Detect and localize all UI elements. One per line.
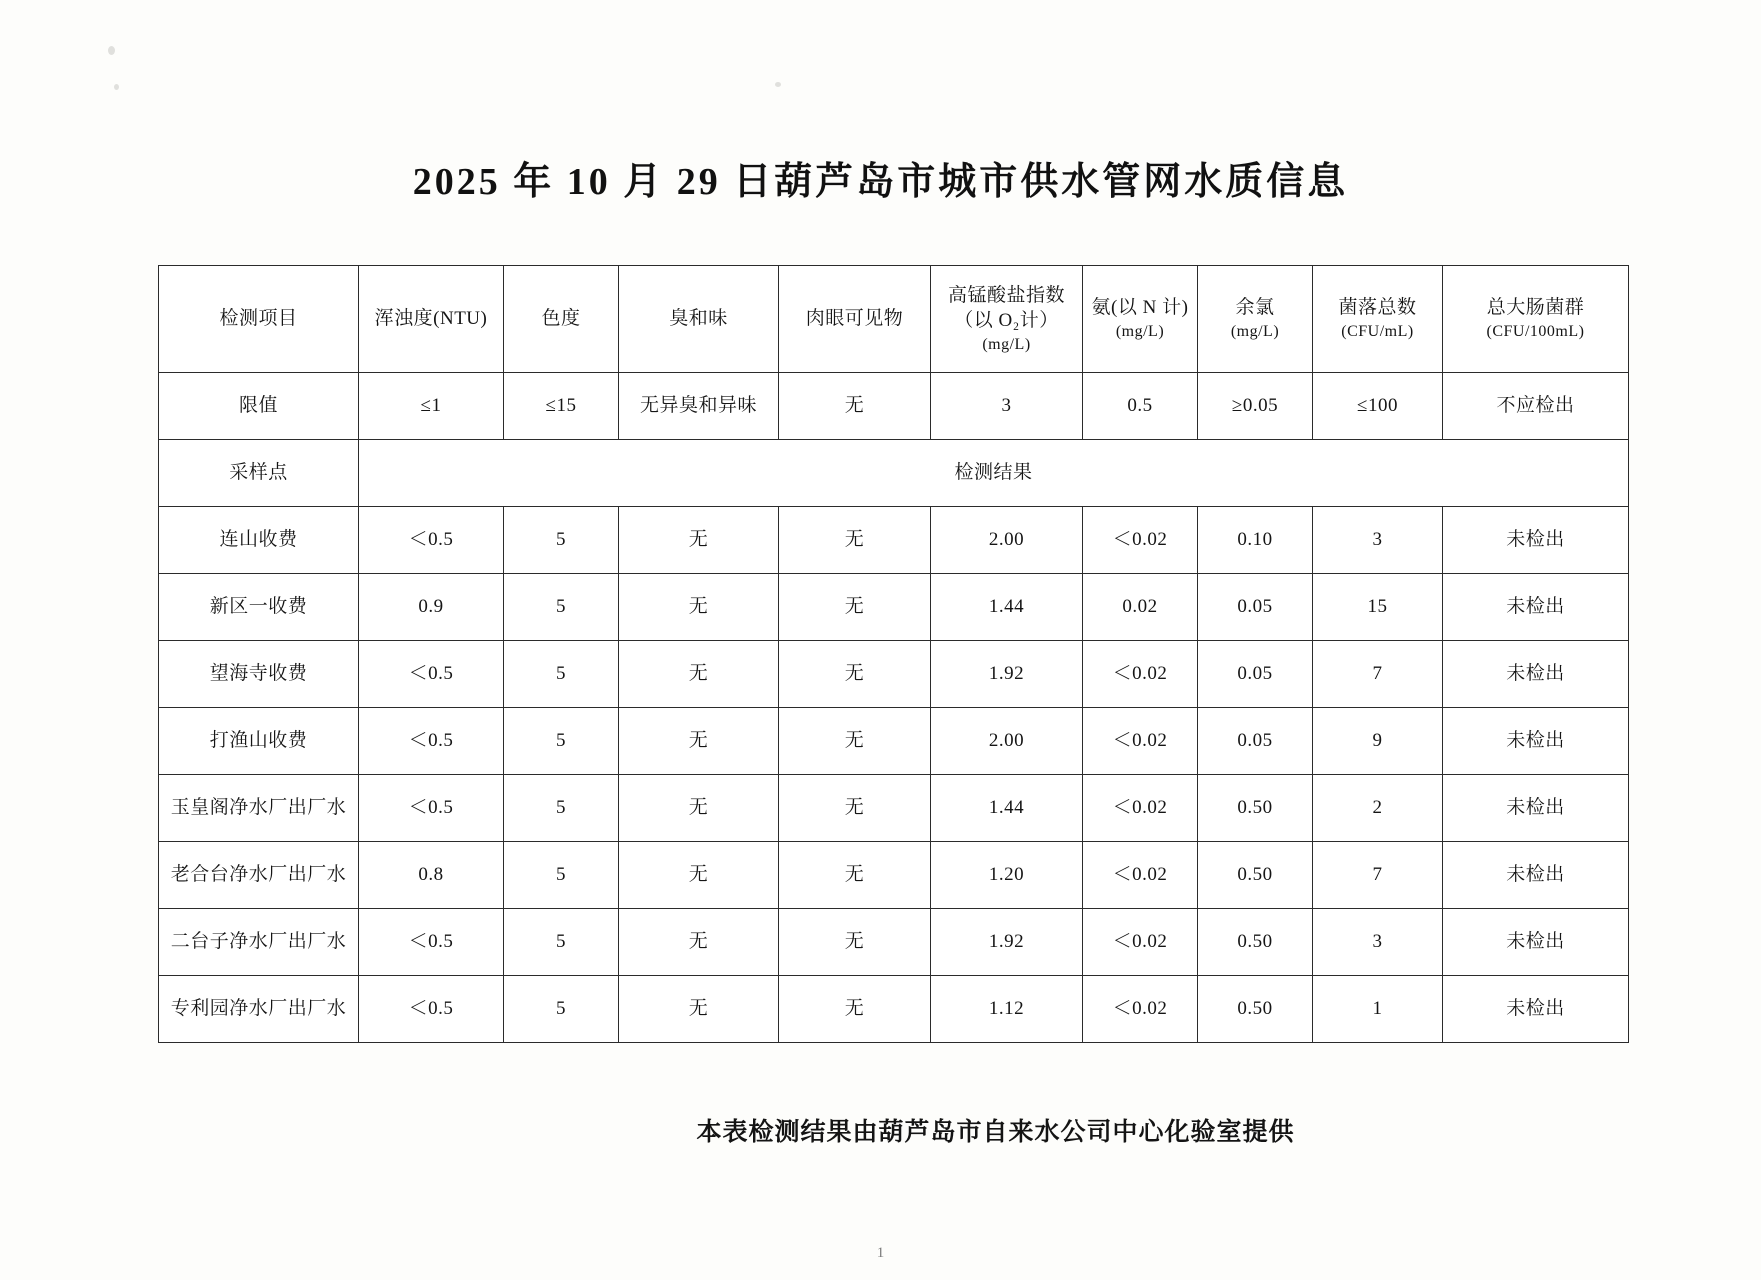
row-odor: 无 — [619, 842, 779, 909]
row-point: 连山收费 — [159, 507, 359, 574]
row-colony-count: 2 — [1313, 775, 1443, 842]
row-point: 玉皇阁净水厂出厂水 — [159, 775, 359, 842]
row-residual-chlorine: 0.05 — [1198, 708, 1313, 775]
header-total-coliform-line2: (CFU/100mL) — [1486, 323, 1585, 341]
header-odor: 臭和味 — [619, 266, 779, 373]
water-quality-table-wrapper — [158, 265, 1628, 1043]
row-turbidity: ＜0.5 — [359, 909, 504, 976]
row-turbidity: ＜0.5 — [359, 507, 504, 574]
row-total-coliform: 未检出 — [1443, 909, 1629, 976]
row-chroma: 5 — [504, 641, 619, 708]
limit-visible-matter: 无 — [779, 373, 931, 440]
row-total-coliform: 未检出 — [1443, 842, 1629, 909]
row-permanganate: 1.92 — [931, 909, 1083, 976]
row-visible-matter: 无 — [779, 976, 931, 1043]
row-visible-matter: 无 — [779, 775, 931, 842]
row-colony-count: 3 — [1313, 909, 1443, 976]
header-colony-count-line1: 菌落总数 — [1338, 297, 1417, 319]
header-total-coliform-line1: 总大肠菌群 — [1486, 297, 1585, 319]
row-point: 打渔山收费 — [159, 708, 359, 775]
table-row — [159, 775, 1629, 842]
header-colony-count — [1313, 266, 1443, 373]
row-ammonia: ＜0.02 — [1083, 842, 1198, 909]
row-colony-count: 7 — [1313, 641, 1443, 708]
header-ammonia-line2: (mg/L) — [1115, 323, 1165, 341]
limit-ammonia: 0.5 — [1083, 373, 1198, 440]
row-odor: 无 — [619, 976, 779, 1043]
row-chroma: 5 — [504, 775, 619, 842]
row-chroma: 5 — [504, 507, 619, 574]
row-ammonia: ＜0.02 — [1083, 641, 1198, 708]
limit-label: 限值 — [159, 373, 359, 440]
scan-speck — [114, 84, 119, 90]
row-permanganate: 1.12 — [931, 976, 1083, 1043]
row-visible-matter: 无 — [779, 574, 931, 641]
limit-odor: 无异臭和异味 — [619, 373, 779, 440]
header-residual-chlorine-line1: 余氯 — [1235, 297, 1275, 319]
table-row — [159, 507, 1629, 574]
row-turbidity: ＜0.5 — [359, 641, 504, 708]
table-row — [159, 574, 1629, 641]
header-ammonia — [1083, 266, 1198, 373]
row-point: 新区一收费 — [159, 574, 359, 641]
row-residual-chlorine: 0.50 — [1198, 909, 1313, 976]
table-row — [159, 909, 1629, 976]
row-odor: 无 — [619, 909, 779, 976]
row-visible-matter: 无 — [779, 641, 931, 708]
row-total-coliform: 未检出 — [1443, 641, 1629, 708]
row-odor: 无 — [619, 708, 779, 775]
header-turbidity: 浑浊度(NTU) — [359, 266, 504, 373]
row-colony-count: 1 — [1313, 976, 1443, 1043]
row-ammonia: ＜0.02 — [1083, 976, 1198, 1043]
header-colony-count-line2: (CFU/mL) — [1341, 323, 1414, 341]
row-odor: 无 — [619, 507, 779, 574]
row-odor: 无 — [619, 574, 779, 641]
row-permanganate: 1.44 — [931, 574, 1083, 641]
row-colony-count: 7 — [1313, 842, 1443, 909]
row-colony-count: 3 — [1313, 507, 1443, 574]
header-permanganate-line3: (mg/L) — [982, 335, 1031, 353]
row-point: 二台子净水厂出厂水 — [159, 909, 359, 976]
page-title: 2025 年 10 月 29 日葫芦岛市城市供水管网水质信息 — [412, 161, 1349, 203]
row-visible-matter: 无 — [779, 708, 931, 775]
row-ammonia: ＜0.02 — [1083, 507, 1198, 574]
header-permanganate-line2: （以 O₂计） — [954, 310, 1059, 332]
row-residual-chlorine: 0.05 — [1198, 574, 1313, 641]
row-point: 专利园净水厂出厂水 — [159, 976, 359, 1043]
row-turbidity: 0.9 — [359, 574, 504, 641]
row-point: 望海寺收费 — [159, 641, 359, 708]
row-chroma: 5 — [504, 909, 619, 976]
row-permanganate: 1.44 — [931, 775, 1083, 842]
header-chroma: 色度 — [504, 266, 619, 373]
row-visible-matter: 无 — [779, 909, 931, 976]
row-chroma: 5 — [504, 842, 619, 909]
row-ammonia: ＜0.02 — [1083, 909, 1198, 976]
limit-chroma: ≤15 — [504, 373, 619, 440]
row-turbidity: 0.8 — [359, 842, 504, 909]
table-header-row — [159, 266, 1629, 373]
water-quality-table — [158, 265, 1629, 1043]
footer-note: 本表检测结果由葫芦岛市自来水公司中心化验室提供 — [696, 1119, 1295, 1146]
row-permanganate: 2.00 — [931, 708, 1083, 775]
page-number: 1 — [876, 1245, 885, 1261]
header-residual-chlorine — [1198, 266, 1313, 373]
row-residual-chlorine: 0.10 — [1198, 507, 1313, 574]
row-colony-count: 9 — [1313, 708, 1443, 775]
limit-turbidity: ≤1 — [359, 373, 504, 440]
limit-permanganate: 3 — [931, 373, 1083, 440]
header-item: 检测项目 — [159, 266, 359, 373]
limit-total-coliform: 不应检出 — [1443, 373, 1629, 440]
row-total-coliform: 未检出 — [1443, 976, 1629, 1043]
header-total-coliform — [1443, 266, 1629, 373]
header-residual-chlorine-line2: (mg/L) — [1230, 323, 1280, 341]
row-turbidity: ＜0.5 — [359, 775, 504, 842]
row-ammonia: 0.02 — [1083, 574, 1198, 641]
row-turbidity: ＜0.5 — [359, 708, 504, 775]
scan-speck — [775, 82, 781, 87]
row-total-coliform: 未检出 — [1443, 507, 1629, 574]
row-residual-chlorine: 0.50 — [1198, 976, 1313, 1043]
header-ammonia-line1: 氨(以 N 计) — [1091, 297, 1189, 319]
row-permanganate: 1.20 — [931, 842, 1083, 909]
sample-point-label: 采样点 — [159, 440, 359, 507]
row-residual-chlorine: 0.50 — [1198, 775, 1313, 842]
header-permanganate-line1: 高锰酸盐指数 — [947, 284, 1065, 306]
table-row — [159, 641, 1629, 708]
row-total-coliform: 未检出 — [1443, 574, 1629, 641]
row-permanganate: 1.92 — [931, 641, 1083, 708]
row-residual-chlorine: 0.50 — [1198, 842, 1313, 909]
table-row — [159, 842, 1629, 909]
row-ammonia: ＜0.02 — [1083, 708, 1198, 775]
row-point: 老合台净水厂出厂水 — [159, 842, 359, 909]
limit-colony-count: ≤100 — [1313, 373, 1443, 440]
row-turbidity: ＜0.5 — [359, 976, 504, 1043]
header-permanganate — [931, 266, 1083, 373]
row-odor: 无 — [619, 775, 779, 842]
row-chroma: 5 — [504, 708, 619, 775]
row-chroma: 5 — [504, 574, 619, 641]
scan-speck — [108, 46, 115, 55]
row-chroma: 5 — [504, 976, 619, 1043]
row-ammonia: ＜0.02 — [1083, 775, 1198, 842]
row-visible-matter: 无 — [779, 507, 931, 574]
row-total-coliform: 未检出 — [1443, 775, 1629, 842]
table-row — [159, 976, 1629, 1043]
sample-point-header-row — [159, 440, 1629, 507]
row-visible-matter: 无 — [779, 842, 931, 909]
row-total-coliform: 未检出 — [1443, 708, 1629, 775]
row-colony-count: 15 — [1313, 574, 1443, 641]
test-result-label: 检测结果 — [359, 440, 1629, 507]
row-odor: 无 — [619, 641, 779, 708]
table-row — [159, 708, 1629, 775]
row-residual-chlorine: 0.05 — [1198, 641, 1313, 708]
limit-residual-chlorine: ≥0.05 — [1198, 373, 1313, 440]
header-visible-matter: 肉眼可见物 — [779, 266, 931, 373]
row-permanganate: 2.00 — [931, 507, 1083, 574]
limit-row — [159, 373, 1629, 440]
